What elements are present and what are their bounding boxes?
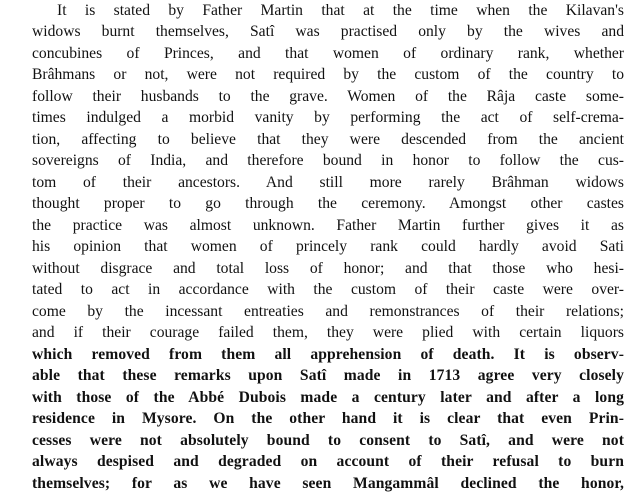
text-line-17: which removed from them all apprehension of death. It is observ- [32,346,624,363]
text-line-20: residence in Mysore. On the other hand it is clear that even Prin- [32,410,624,427]
text-line-14: tated to act in accordance with the custom of their caste were over- [32,281,624,298]
text-line-23: themselves; for as we have seen Mangammâl declined the honor, [32,475,624,492]
text-line-8: sovereigns of India, and therefore bound in honor to follow the cus- [32,152,624,169]
text-line-3: concubines of Princes, and that women of ordinary rank, whether [32,45,624,62]
text-line-2: widows burnt themselves, Satî was practised only by the wives and [32,23,624,40]
text-line-18: able that these remarks upon Satî made in 1713 agree very closely [32,367,624,384]
text-line-6: times indulged a morbid vanity by performing the act of self-crema- [32,109,624,126]
text-line-4: Brâhmans or not, were not required by the custom of the country to [32,66,624,83]
text-line-15: come by the incessant entreaties and remonstrances of their relations; [32,303,624,320]
text-line-10: thought proper to go through the ceremony. Amongst other castes [32,195,624,212]
text-line-9: tom of their ancestors. And still more rarely Brâhman widows [32,174,624,191]
text-line-11: the practice was almost unknown. Father Martin further gives it as [32,217,624,234]
text-line-19: with those of the Abbé Dubois made a century later and after a long [32,389,624,406]
text-line-12: his opinion that women of princely rank could hardly avoid Sati [32,238,624,255]
text-line-21: cesses were not absolutely bound to consent to Satî, and were not [32,432,624,449]
text-line-13: without disgrace and total loss of honor; and that those who hesi- [32,260,624,277]
text-line-16: and if their courage failed them, they were plied with certain liquors [32,324,624,341]
text-line-1: It is stated by Father Martin that at the time when the Kilavan's [57,2,624,19]
text-line-5: follow their husbands to the grave. Women of the Râja caste some- [32,88,624,105]
text-line-7: tion, affecting to believe that they were descended from the ancient [32,131,624,148]
text-line-22: always despised and degraded on account of their refusal to burn [32,453,624,470]
